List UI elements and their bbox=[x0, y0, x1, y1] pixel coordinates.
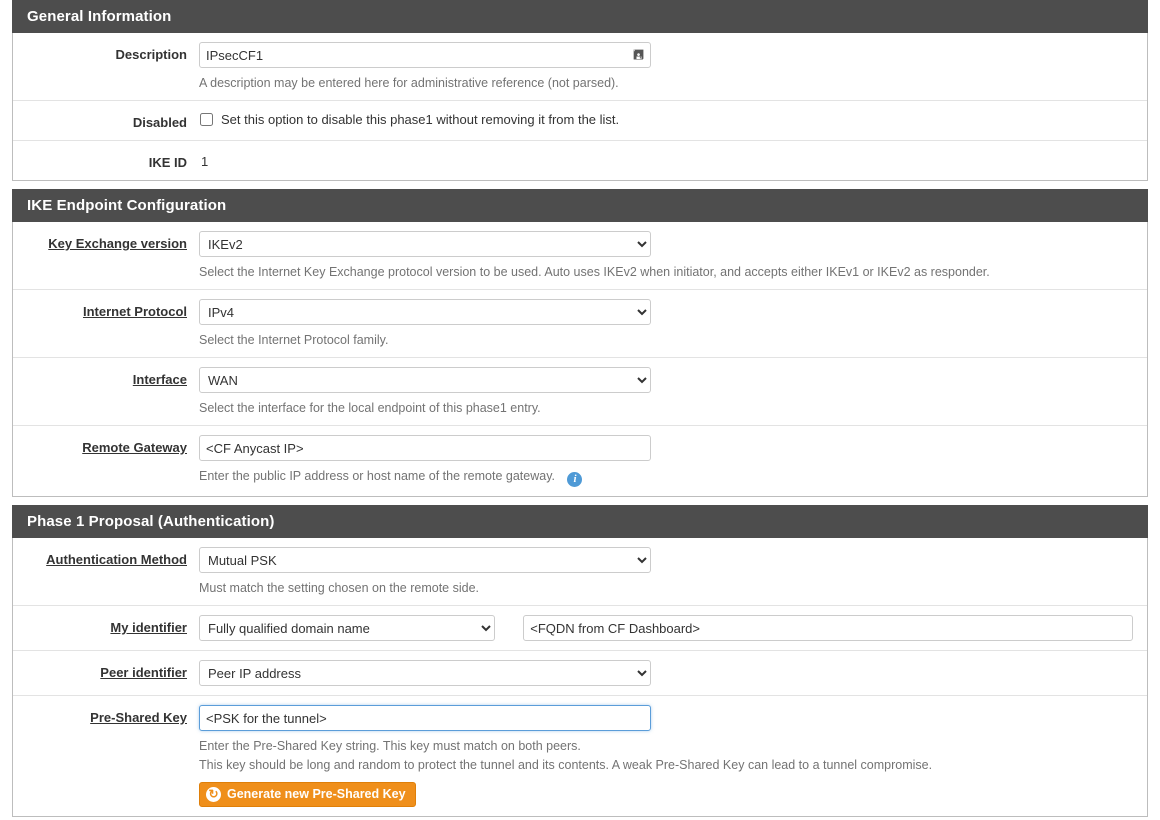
section-ike-endpoint-configuration bbox=[12, 222, 1148, 497]
label-interface[interactable]: Interface bbox=[132, 372, 187, 387]
my-identifier-type-select[interactable] bbox=[199, 615, 495, 641]
help-authentication-method: Must match the setting chosen on the remote side. bbox=[199, 581, 480, 595]
form-row-internet-protocol bbox=[13, 290, 1147, 358]
label-ike-id: IKE ID bbox=[148, 155, 187, 170]
internet-protocol-select[interactable] bbox=[199, 299, 651, 325]
label-description: Description bbox=[115, 47, 187, 62]
help-pre-shared-key-line1: Enter the Pre-Shared Key string. This key must match on both peers. bbox=[199, 739, 581, 753]
help-pre-shared-key-line2: This key should be long and random to protect the tunnel and its contents. A weak Pre-Shared Key can lead to a tunnel compromise. bbox=[199, 758, 933, 772]
help-internet-protocol: Select the Internet Protocol family. bbox=[199, 333, 389, 347]
help-key-exchange-version: Select the Internet Key Exchange protocol version to be used. Auto uses IKEv2 when initiator, and accepts either IKEv1 or IKEv2 as responder. bbox=[199, 265, 990, 279]
pre-shared-key-input[interactable] bbox=[199, 705, 651, 731]
form-row-description bbox=[13, 33, 1147, 101]
help-remote-gateway bbox=[199, 468, 1133, 487]
label-internet-protocol[interactable]: Internet Protocol bbox=[82, 304, 187, 319]
section-heading-general-information: General Information bbox=[12, 0, 1148, 33]
form-row-key-exchange-version bbox=[13, 222, 1147, 290]
remote-gateway-input-wrapper bbox=[199, 435, 651, 461]
section-heading-ike-endpoint-configuration: IKE Endpoint Configuration bbox=[12, 189, 1148, 222]
info-icon[interactable]: i bbox=[567, 472, 582, 487]
label-peer-identifier[interactable]: Peer identifier bbox=[100, 665, 187, 680]
form-row-interface bbox=[13, 358, 1147, 426]
label-remote-gateway[interactable]: Remote Gateway bbox=[82, 440, 187, 455]
peer-identifier-type-select[interactable] bbox=[199, 660, 651, 686]
form-row-pre-shared-key bbox=[13, 696, 1147, 816]
section-heading-phase1-proposal: Phase 1 Proposal (Authentication) bbox=[12, 505, 1148, 538]
label-key-exchange-version[interactable]: Key Exchange version bbox=[48, 236, 187, 251]
section-general-information bbox=[12, 33, 1148, 181]
ike-id-value: 1 bbox=[201, 154, 209, 169]
authentication-method-select[interactable] bbox=[199, 547, 651, 573]
pre-shared-key-input-wrapper bbox=[199, 705, 651, 731]
label-my-identifier[interactable]: My identifier bbox=[110, 620, 187, 635]
form-row-my-identifier bbox=[13, 606, 1147, 651]
label-authentication-method[interactable]: Authentication Method bbox=[46, 552, 187, 567]
generate-new-pre-shared-key-label: Generate new Pre-Shared Key bbox=[227, 787, 406, 801]
description-input[interactable] bbox=[199, 42, 651, 68]
form-row-remote-gateway bbox=[13, 426, 1147, 496]
label-pre-shared-key[interactable]: Pre-Shared Key bbox=[90, 710, 187, 725]
form-row-authentication-method bbox=[13, 538, 1147, 606]
form-row-ike-id bbox=[13, 141, 1147, 180]
remote-gateway-input[interactable] bbox=[199, 435, 651, 461]
help-remote-gateway-text: Enter the public IP address or host name of the remote gateway. bbox=[199, 469, 555, 483]
save-disk-icon[interactable]: 🖪 bbox=[632, 47, 645, 62]
form-row-disabled bbox=[13, 101, 1147, 141]
help-interface: Select the interface for the local endpoint of this phase1 entry. bbox=[199, 401, 541, 415]
recycle-icon: ↻ bbox=[206, 787, 221, 802]
key-exchange-version-select[interactable] bbox=[199, 231, 651, 257]
my-identifier-value-input[interactable] bbox=[523, 615, 1133, 641]
interface-select[interactable] bbox=[199, 367, 651, 393]
help-description: A description may be entered here for administrative reference (not parsed). bbox=[199, 76, 619, 90]
disabled-checkbox-label: Set this option to disable this phase1 without removing it from the list. bbox=[221, 112, 620, 127]
section-phase1-proposal bbox=[12, 538, 1148, 817]
generate-new-pre-shared-key-button[interactable] bbox=[199, 782, 416, 807]
label-disabled: Disabled bbox=[132, 115, 187, 130]
disabled-checkbox[interactable] bbox=[200, 113, 213, 126]
form-row-peer-identifier bbox=[13, 651, 1147, 696]
description-input-wrapper bbox=[199, 42, 651, 68]
